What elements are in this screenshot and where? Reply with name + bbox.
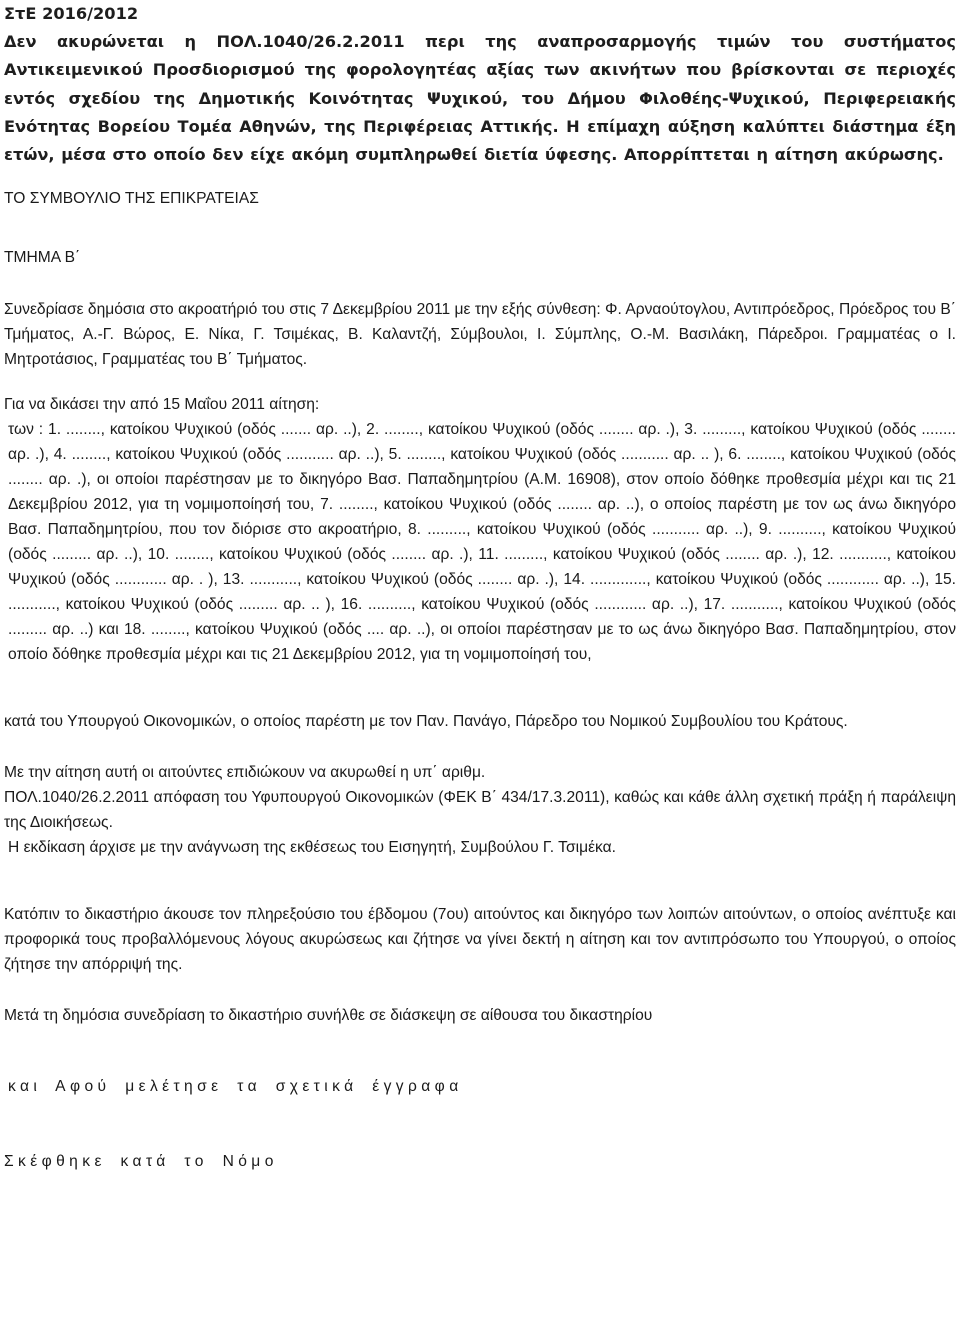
spaced-line-documents: και Αφού μελέτησε τα σχετικά έγγραφα (8, 1078, 463, 1096)
spaced-line-law: Σκέφθηκε κατά το Νόμο (4, 1153, 278, 1171)
petition-request-line1: Με την αίτηση αυτή οι αιτούντες επιδιώκουν να ακυρωθεί η υπ΄ αριθμ. (4, 764, 486, 782)
court-section: ΤΜΗΜΑ Β΄ (4, 249, 81, 267)
decision-summary: Δεν ακυρώνεται η ΠΟΛ.1040/26.2.2011 περι της αναπροσαρμογής τιμών του συστήματος Αντικειμενικού Προσδιορισμού της φορολογητέας αξίας των ακινήτων που βρίσκονται σε περιοχές εντός σχεδίου της Δημοτικής Κοινότητας Ψυχικού, του Δήμου Φιλοθέης-Ψυχικού, Περιφερειακής Ενότητας Βορείου Τομέα Αθηνών, της Περιφέρειας Αττικής. Η επίμαχη αύξηση καλύπτει διάστημα έξη ετών, μέσα στο οποίο δεν είχε ακόμη συμπληρωθεί διετία ύφεσης. Απορρίπτεται η αίτηση ακύρωσης. (4, 32, 956, 165)
decision-header (4, 0, 956, 169)
hearing-paragraph: Η εκδίκαση άρχισε με την ανάγνωση της εκθέσεως του Εισηγητή, Συμβούλου Γ. Τσιμέκα. (8, 839, 616, 857)
deliberation-paragraph: Μετά τη δημόσια συνεδρίαση το δικαστήριο συνήλθε σε διάσκεψη σε αίθουσα του δικαστηρίου (4, 1007, 653, 1025)
case-number: ΣτΕ 2016/2012 (4, 4, 139, 23)
court-name: ΤΟ ΣΥΜΒΟΥΛΙΟ ΤΗΣ ΕΠΙΚΡΑΤΕΙΑΣ (4, 190, 259, 208)
petition-request-line2: ΠΟΛ.1040/26.2.2011 απόφαση του Υφυπουργού Οικονομικών (ΦΕΚ Β΄ 434/17.3.2011), καθώς και κάθε άλλη σχετική πράξη ή παράλειψη της Διοικήσεως. (4, 789, 956, 832)
sitting-composition: Συνεδρίασε δημόσια στο ακροατήριό του στις 7 Δεκεμβρίου 2011 με την εξής σύνθεση: Φ. Αρναούτογλου, Αντιπρόεδρος, Πρόεδρος του Β΄ Τμήματος, Α.-Γ. Βώρος, Ε. Νίκα, Γ. Τσιμέκας, Β. Καλαντζή, Σύμβουλοι, Ι. Σύμπλης, Ο.-Μ. Βασιλάκη, Πάρεδροι. Γραμματέας ο Ι. Μητροτάσιος, Γραμματέας του Β΄ Τμήματος. (4, 301, 956, 369)
arguments-paragraph: Κατόπιν το δικαστήριο άκουσε τον πληρεξούσιο του έβδομου (7ου) αιτούντος και δικηγόρο των λοιπών αιτούντων, ο οποίος ανέπτυξε και προφορικά τους προβαλλόμενους λόγους ακυρώσεως και ζήτησε να γίνει δεκτή η αίτηση και τον αντιπρόσωπο του Υπουργού, ο οποίος ζήτησε την απόρριψή της. (4, 906, 956, 974)
petitioners-list: των : 1. ........, κατοίκου Ψυχικού (οδός ....... αρ. ..), 2. ........, κατοίκου Ψυχικού (οδός ........ αρ. .), 3. ........., κατοίκου Ψυχικού (οδός ........ αρ. .), 4. ........, κατοίκου Ψυχικού (οδός ........... αρ. ..), 5. ........, κατοίκου Ψυχικού (οδός ........... αρ. .. ), 6. ........, κατοίκου Ψυχικού (οδός ........ αρ. .), οι οποίοι παρέστησαν με το δικηγόρο Βασ. Παπαδημητρίου (Α.Μ. 16908), στον οποίο δόθηκε προθεσμία μέχρι και τις 21 Δεκεμβρίου 2012, για τη νομιμοποίησή του, 7. ........, κατοίκου Ψυχικού (οδός ........ αρ. ..), ο οποίος παρέστη με τον ως άνω δικηγόρο Βασ. Παπαδημητρίου, που τον διόρισε στο ακροατήριο, 8. ........., κατοίκου Ψυχικού (οδός ........... αρ. ..), 9. .........., κατοίκου Ψυχικού (οδός ......... αρ. ..), 10. ........, κατοίκου Ψυχικού (οδός ........ αρ. .), 11. ........., κατοίκου Ψυχικού (οδός ........ αρ. .), 12. ..........., κατοίκου Ψυχικού (οδός ............ αρ. . ), 13. ..........., κατοίκου Ψυχικού (οδός ........ αρ. .), 14. ............., κατοίκου Ψυχικού (οδός ............ αρ. ..), 15. ..........., κατοίκου Ψυχικού (οδός ......... αρ. .. ), 16. .........., κατοίκου Ψυχικού (οδός ............ αρ. ..), 17. ..........., κατοίκου Ψυχικού (οδός ......... αρ. ..) και 18. ........, κατοίκου Ψυχικού (οδός .... αρ. ..), οι οποίοι παρέστησαν με το ως άνω δικηγόρο Βασ. Παπαδημητρίου, στον οποίο δόθηκε προθεσμία μέχρι και τις 21 Δεκεμβρίου 2012, για τη νομιμοποίησή του, (8, 421, 956, 664)
respondent-paragraph: κατά του Υπουργού Οικονομικών, ο οποίος παρέστη με τον Παν. Πανάγο, Πάρεδρο του Νομικού Συμβουλίου του Κράτους. (4, 713, 848, 731)
petition-intro: Για να δικάσει την από 15 Μαΐου 2011 αίτηση: (4, 396, 320, 414)
